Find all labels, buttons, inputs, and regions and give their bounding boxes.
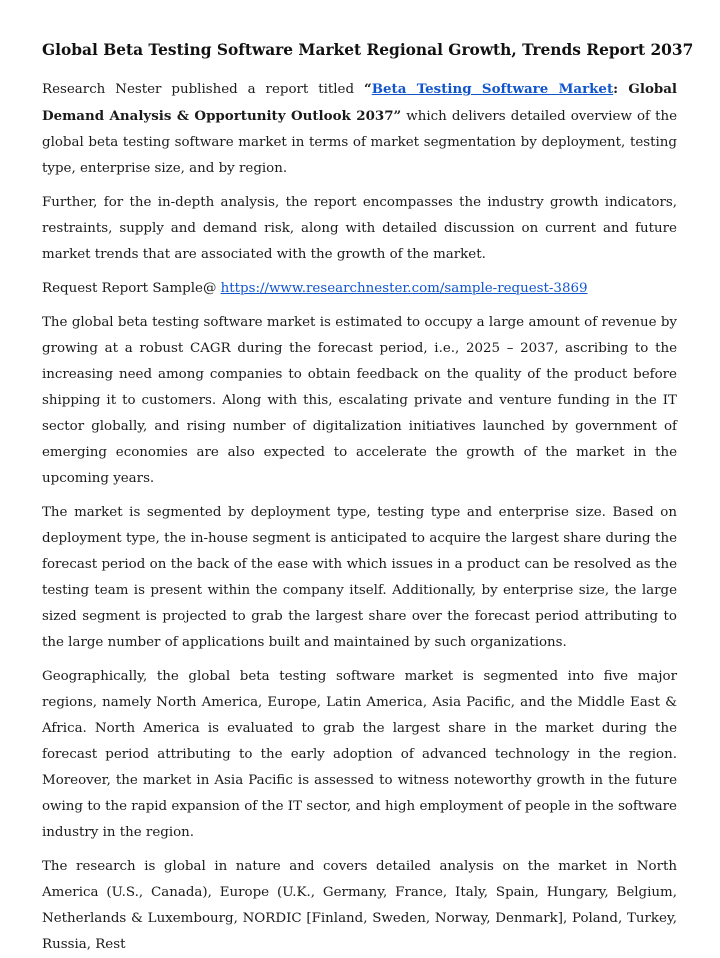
growth-paragraph: The global beta testing software market is estimated to occupy a large amount of revenue by growing at a robust CAGR during the forecast period, i.e., 2025 – 2037, ascribing to the increasing need among companies to obtain feedback on the quality of the product before shipping it to customers. Along with this, escalating private and venture funding in the IT sector globally, and rising number of digitalization initiatives launched by government of emerging economies are also expected to accelerate the growth of the market in the upcoming years. <box>42 315 677 486</box>
intro-lead: Research Nester published a report titled <box>42 82 364 97</box>
intro-colon: : <box>613 81 619 97</box>
segments-paragraph: The market is segmented by deployment type, testing type and enterprise size. Based on deployment type, the in-house segment is anticipated to acquire the largest share during the forecast period on the back of the ease with which issues in a product can be resolved as the testing team is present within the company itself. Additionally, by enterprise size, the large sized segment is projected to grab the largest share over the forecast period attributing to the large number of applications built and maintained by such organizations. <box>42 505 677 650</box>
intro-tail: which delivers detailed overview of the global beta testing software market in terms of market segmentation by deployment, testing type, enterprise size, and by region. <box>42 109 677 176</box>
document-title: Global Beta Testing Software Market Regional Growth, Trends Report 2037 <box>42 41 694 59</box>
sample-request-link[interactable]: https://www.researchnester.com/sample-request-3869 <box>220 281 588 296</box>
request-sample-line <box>42 276 677 302</box>
intro-open-quote: “ <box>364 81 372 97</box>
analysis-paragraph: Further, for the in-depth analysis, the report encompasses the industry growth indicators, restraints, supply and demand risk, along with detailed discussion on current and future market trends that are associated with the growth of the market. <box>42 195 677 262</box>
regions-paragraph: Geographically, the global beta testing software market is segmented into five major regions, namely North America, Europe, Latin America, Asia Pacific, and the Middle East & Africa. North America is evaluated to grab the largest share in the market during the forecast period attributing to the early adoption of advanced technology in the region. Moreover, the market in Asia Pacific is assessed to witness noteworthy growth in the future owing to the rapid expansion of the IT sector, and high employment of people in the software industry in the region. <box>42 669 677 840</box>
intro-report-subtitle: Global Demand Analysis & Opportunity Outlook 2037” <box>42 81 678 124</box>
intro-paragraph <box>42 76 677 182</box>
request-sample-label: Request Report Sample@ <box>42 281 221 296</box>
research-paragraph: The research is global in nature and covers detailed analysis on the market in North America (U.S., Canada), Europe (U.K., Germany, France, Italy, Spain, Hungary, Belgium, Netherlands & Luxembourg, NORDIC [Finland, Sweden, Norway, Denmark], Poland, Turkey, Russia, Rest <box>42 859 677 952</box>
report-title-link[interactable]: Beta Testing Software Market <box>371 81 614 97</box>
